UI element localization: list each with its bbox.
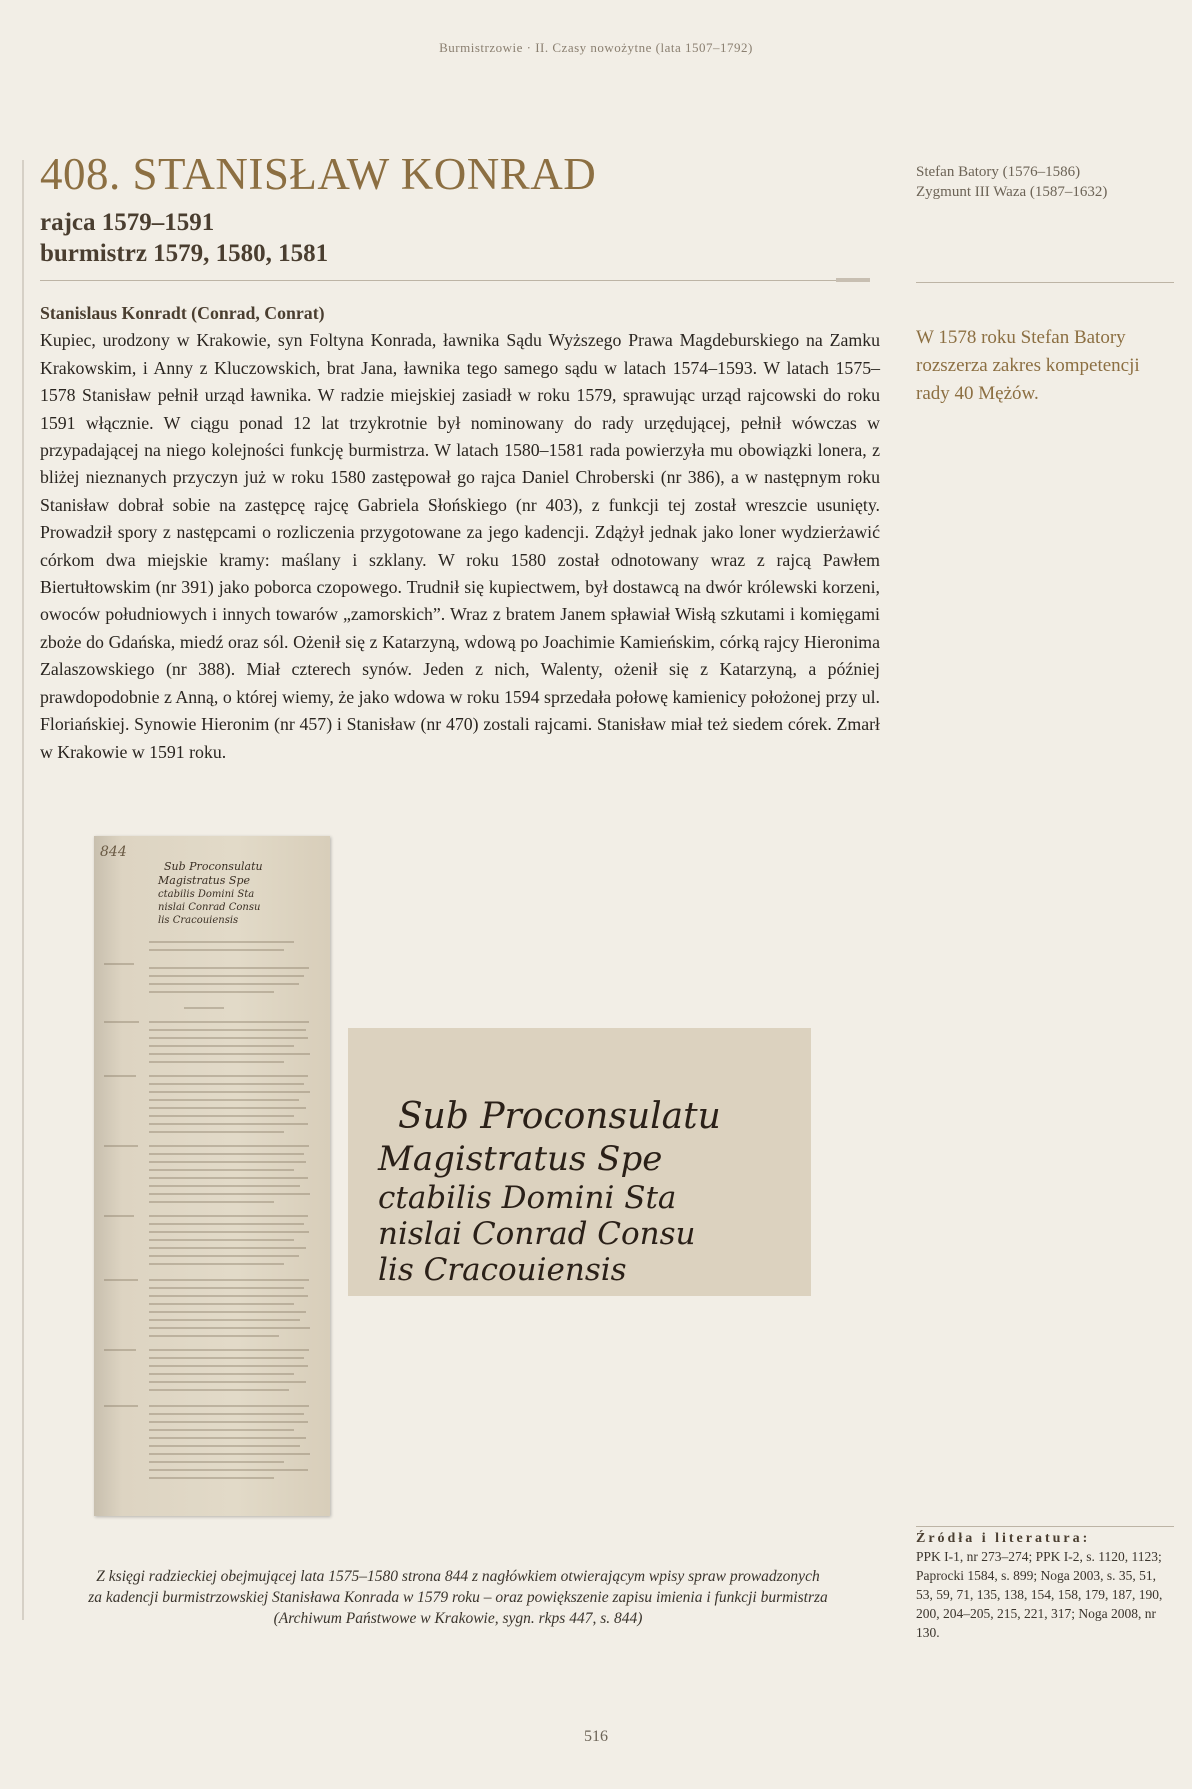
page-heading-line-2: Magistratus Spe — [158, 874, 250, 887]
sidebar-divider — [916, 282, 1174, 283]
manuscript-detail-image — [348, 1028, 811, 1296]
manuscript-page-drawing — [94, 836, 330, 1516]
caption-line-2: za kadencji burmistrzowskiej Stanisława Konrada w 1579 roku – oraz powiększenie zapisu imienia i funkcji burmistrza — [88, 1589, 828, 1606]
figure-caption — [48, 1566, 868, 1629]
sources — [916, 1526, 1176, 1642]
reigns — [916, 162, 1176, 202]
office-mayor: burmistrz 1579, 1580, 1581 — [40, 240, 329, 268]
manuscript-detail-drawing — [348, 1028, 811, 1296]
page-number: 516 — [584, 1728, 608, 1745]
margin-rule — [22, 160, 24, 1620]
title-divider — [40, 280, 870, 281]
page-heading-line-5: lis Cracouiensis — [158, 915, 239, 926]
biography — [40, 300, 880, 766]
page-heading-line-4: nislai Conrad Consu — [158, 902, 261, 913]
handwritten-lines — [104, 942, 310, 1478]
office-councillor: rajca 1579–1591 — [40, 209, 215, 236]
detail-heading-line-5: lis Cracouiensis — [378, 1252, 627, 1288]
detail-heading-line-2: Magistratus Spe — [378, 1139, 663, 1179]
sources-heading: Źródła i literatura: — [916, 1531, 1091, 1546]
sidebar-note: W 1578 roku Stefan Batory rozszerza zakres kompetencji rady 40 Mężów. — [916, 327, 1140, 404]
detail-heading-line-3: ctabilis Domini Sta — [378, 1180, 677, 1216]
title-divider-accent — [836, 278, 870, 282]
sources-text: PPK I-1, nr 273–274; PPK I-2, s. 1120, 1123; Paprocki 1584, s. 899; Noga 2003, s. 35, 51, 53, 59, 71, 135, 138, 154, 158, 179, 187, 190, 200, 204–205, 215, 221, 317; Noga 2008, nr 130. — [916, 1549, 1163, 1640]
page-heading-line-1: Sub Proconsulatu — [164, 860, 263, 873]
reign-zygmunt: Zygmunt III Waza (1587–1632) — [916, 184, 1108, 200]
detail-heading-line-4: nislai Conrad Consu — [378, 1216, 696, 1252]
name-variants: Stanislaus Konradt (Conrad, Conrat) — [40, 303, 325, 323]
sources-divider — [916, 1526, 1174, 1527]
caption-line-1: Z księgi radzieckiej obejmującej lata 1575–1580 strona 844 z nagłówkiem otwierającym wpisy spraw prowadzonych — [96, 1568, 820, 1585]
caption-line-3: (Archiwum Państwowe w Krakowie, sygn. rkps 447, s. 844) — [273, 1610, 643, 1627]
biography-text: Kupiec, urodzony w Krakowie, syn Foltyna Konrada, ławnika Sądu Wyższego Prawa Magdeburskiego na Zamku Krakowskim, i Anny z Kluczowskich, brat Jana, ławnika tego samego sądu w latach 1574–1593. W latach 1575–1578 Stanisław pełnił urząd ławnika. W radzie miejskiej zasiadł w roku 1579, sprawując urząd rajcowski do roku 1591 włącznie. W ciągu ponad 12 lat trzykrotnie był nominowany do rady urzędującej, pełnił wówczas w przypadającej na niego kolejności funkcję burmistrza. W latach 1580–1581 rada powierzyła mu obowiązki lonera, z bliżej nieznanych przyczyn już w roku 1580 zastępował go rajca Daniel Chroberski (nr 386), a w następnym roku Stanisław dobrał sobie na zastępcę rajcę Gabriela Słońskiego (nr 403), z funkcji tej został wreszcie usunięty. Prowadził spory z następcami o rozliczenia przygotowane za jego kadencji. Zdążył jednak jako loner wydzierżawić córkom dwa miejskie kramy: maślany i szklany. W roku 1580 został odnotowany wraz z rajcą Pawłem Biertułtowskim (nr 391) jako poborca czopowego. Trudnił się kupiectwem, był dostawcą na dwór królewski korzeni, owoców południowych i innych towarów „zamorskich”. Wraz z bratem Janem spławiał Wisłą szkutami i komięgami zboże do Gdańska, miedź oraz sól. Ożenił się z Katarzyną, wdową po Joachimie Kamieńskim, córką rajcy Hieronima Zalaszowskiego (nr 388). Miał czterech synów. Jeden z nich, Walenty, ożenił się z Katarzyną, a później prawdopodobnie z Anną, o której wiemy, że jako wdowa w roku 1594 sprzedała połowę kamienicy położonej przy ul. Floriańskiej. Synowie Hieronim (nr 457) i Stanisław (nr 470) zostali rajcami. Stanisław miał też siedem córek. Zmarł w Krakowie w 1591 roku. — [40, 330, 880, 762]
entry-header — [40, 149, 870, 270]
page-heading-line-3: ctabilis Domini Sta — [158, 889, 255, 900]
reign-batory: Stefan Batory (1576–1586) — [916, 164, 1081, 180]
running-head: Burmistrzowie · II. Czasy nowożytne (lata 1507–1792) — [439, 40, 753, 55]
detail-heading-line-1: Sub Proconsulatu — [398, 1096, 721, 1137]
entry-title: 408. STANISŁAW KONRAD — [40, 149, 597, 199]
manuscript-page-image — [94, 836, 330, 1516]
folio-number: 844 — [100, 844, 127, 860]
